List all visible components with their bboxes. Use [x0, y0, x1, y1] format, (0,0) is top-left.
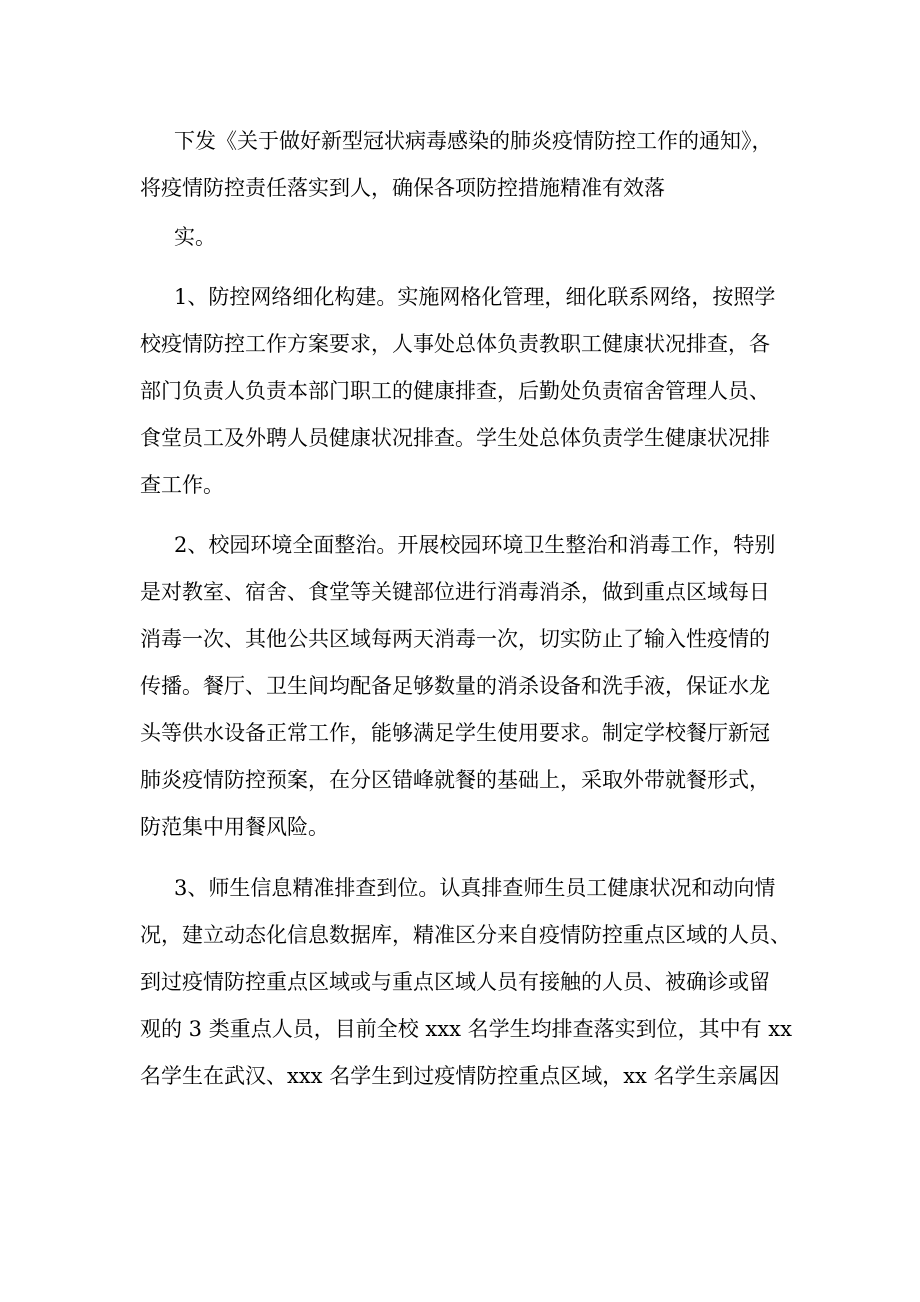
text-line: 是对教室、宿舍、食堂等关键部位进行消毒消杀，做到重点区域每日	[140, 580, 770, 604]
text-line: 部门负责人负责本部门职工的健康排查，后勤处负责宿舍管理人员、	[140, 379, 770, 403]
text-line: 到过疫情防控重点区域或与重点区域人员有接触的人员、被确诊或留	[140, 970, 770, 994]
text-line: 观的 3 类重点人员，目前全校 xxx 名学生均排查落实到位，其中有 xx	[140, 1017, 792, 1041]
text-line: 况，建立动态化信息数据库，精准区分来自疫情防控重点区域的人员、	[140, 923, 791, 947]
intro-tail	[140, 214, 780, 261]
text-line: 校疫情防控工作方案要求，人事处总体负责教职工健康状况排查，各	[140, 332, 770, 356]
text-line: 实。	[174, 225, 216, 249]
intro-paragraph	[140, 118, 780, 212]
text-line: 肺炎疫情防控预案，在分区错峰就餐的基础上，采取外带就餐形式，	[140, 768, 770, 792]
paragraph-1	[140, 274, 780, 509]
text-line: 查工作。	[140, 473, 224, 497]
text-line: 消毒一次、其他公共区域每两天消毒一次，切实防止了输入性疫情的	[140, 627, 770, 651]
text-line: 防范集中用餐风险。	[140, 815, 329, 839]
text-line: 食堂员工及外聘人员健康状况排查。学生处总体负责学生健康状况排	[140, 426, 770, 450]
text-line: 3、师生信息精准排查到位。认真排查师生员工健康状况和动向情	[174, 876, 776, 900]
text-line: 将疫情防控责任落实到人，确保各项防控措施精准有效落	[140, 176, 665, 200]
paragraph-3	[140, 865, 792, 1100]
text-line: 名学生在武汉、xxx 名学生到过疫情防控重点区域，xx 名学生亲属因	[140, 1064, 780, 1088]
paragraph-2	[140, 522, 780, 851]
text-line: 头等供水设备正常工作，能够满足学生使用要求。制定学校餐厅新冠	[140, 721, 770, 745]
text-line: 下发《关于做好新型冠状病毒感染的肺炎疫情防控工作的通知》，	[174, 129, 773, 153]
text-line: 2、校园环境全面整治。开展校园环境卫生整治和消毒工作，特别	[174, 533, 776, 557]
text-line: 1、防控网络细化构建。实施网格化管理，细化联系网络，按照学	[174, 285, 776, 309]
text-line: 传播。餐厅、卫生间均配备足够数量的消杀设备和洗手液，保证水龙	[140, 674, 770, 698]
